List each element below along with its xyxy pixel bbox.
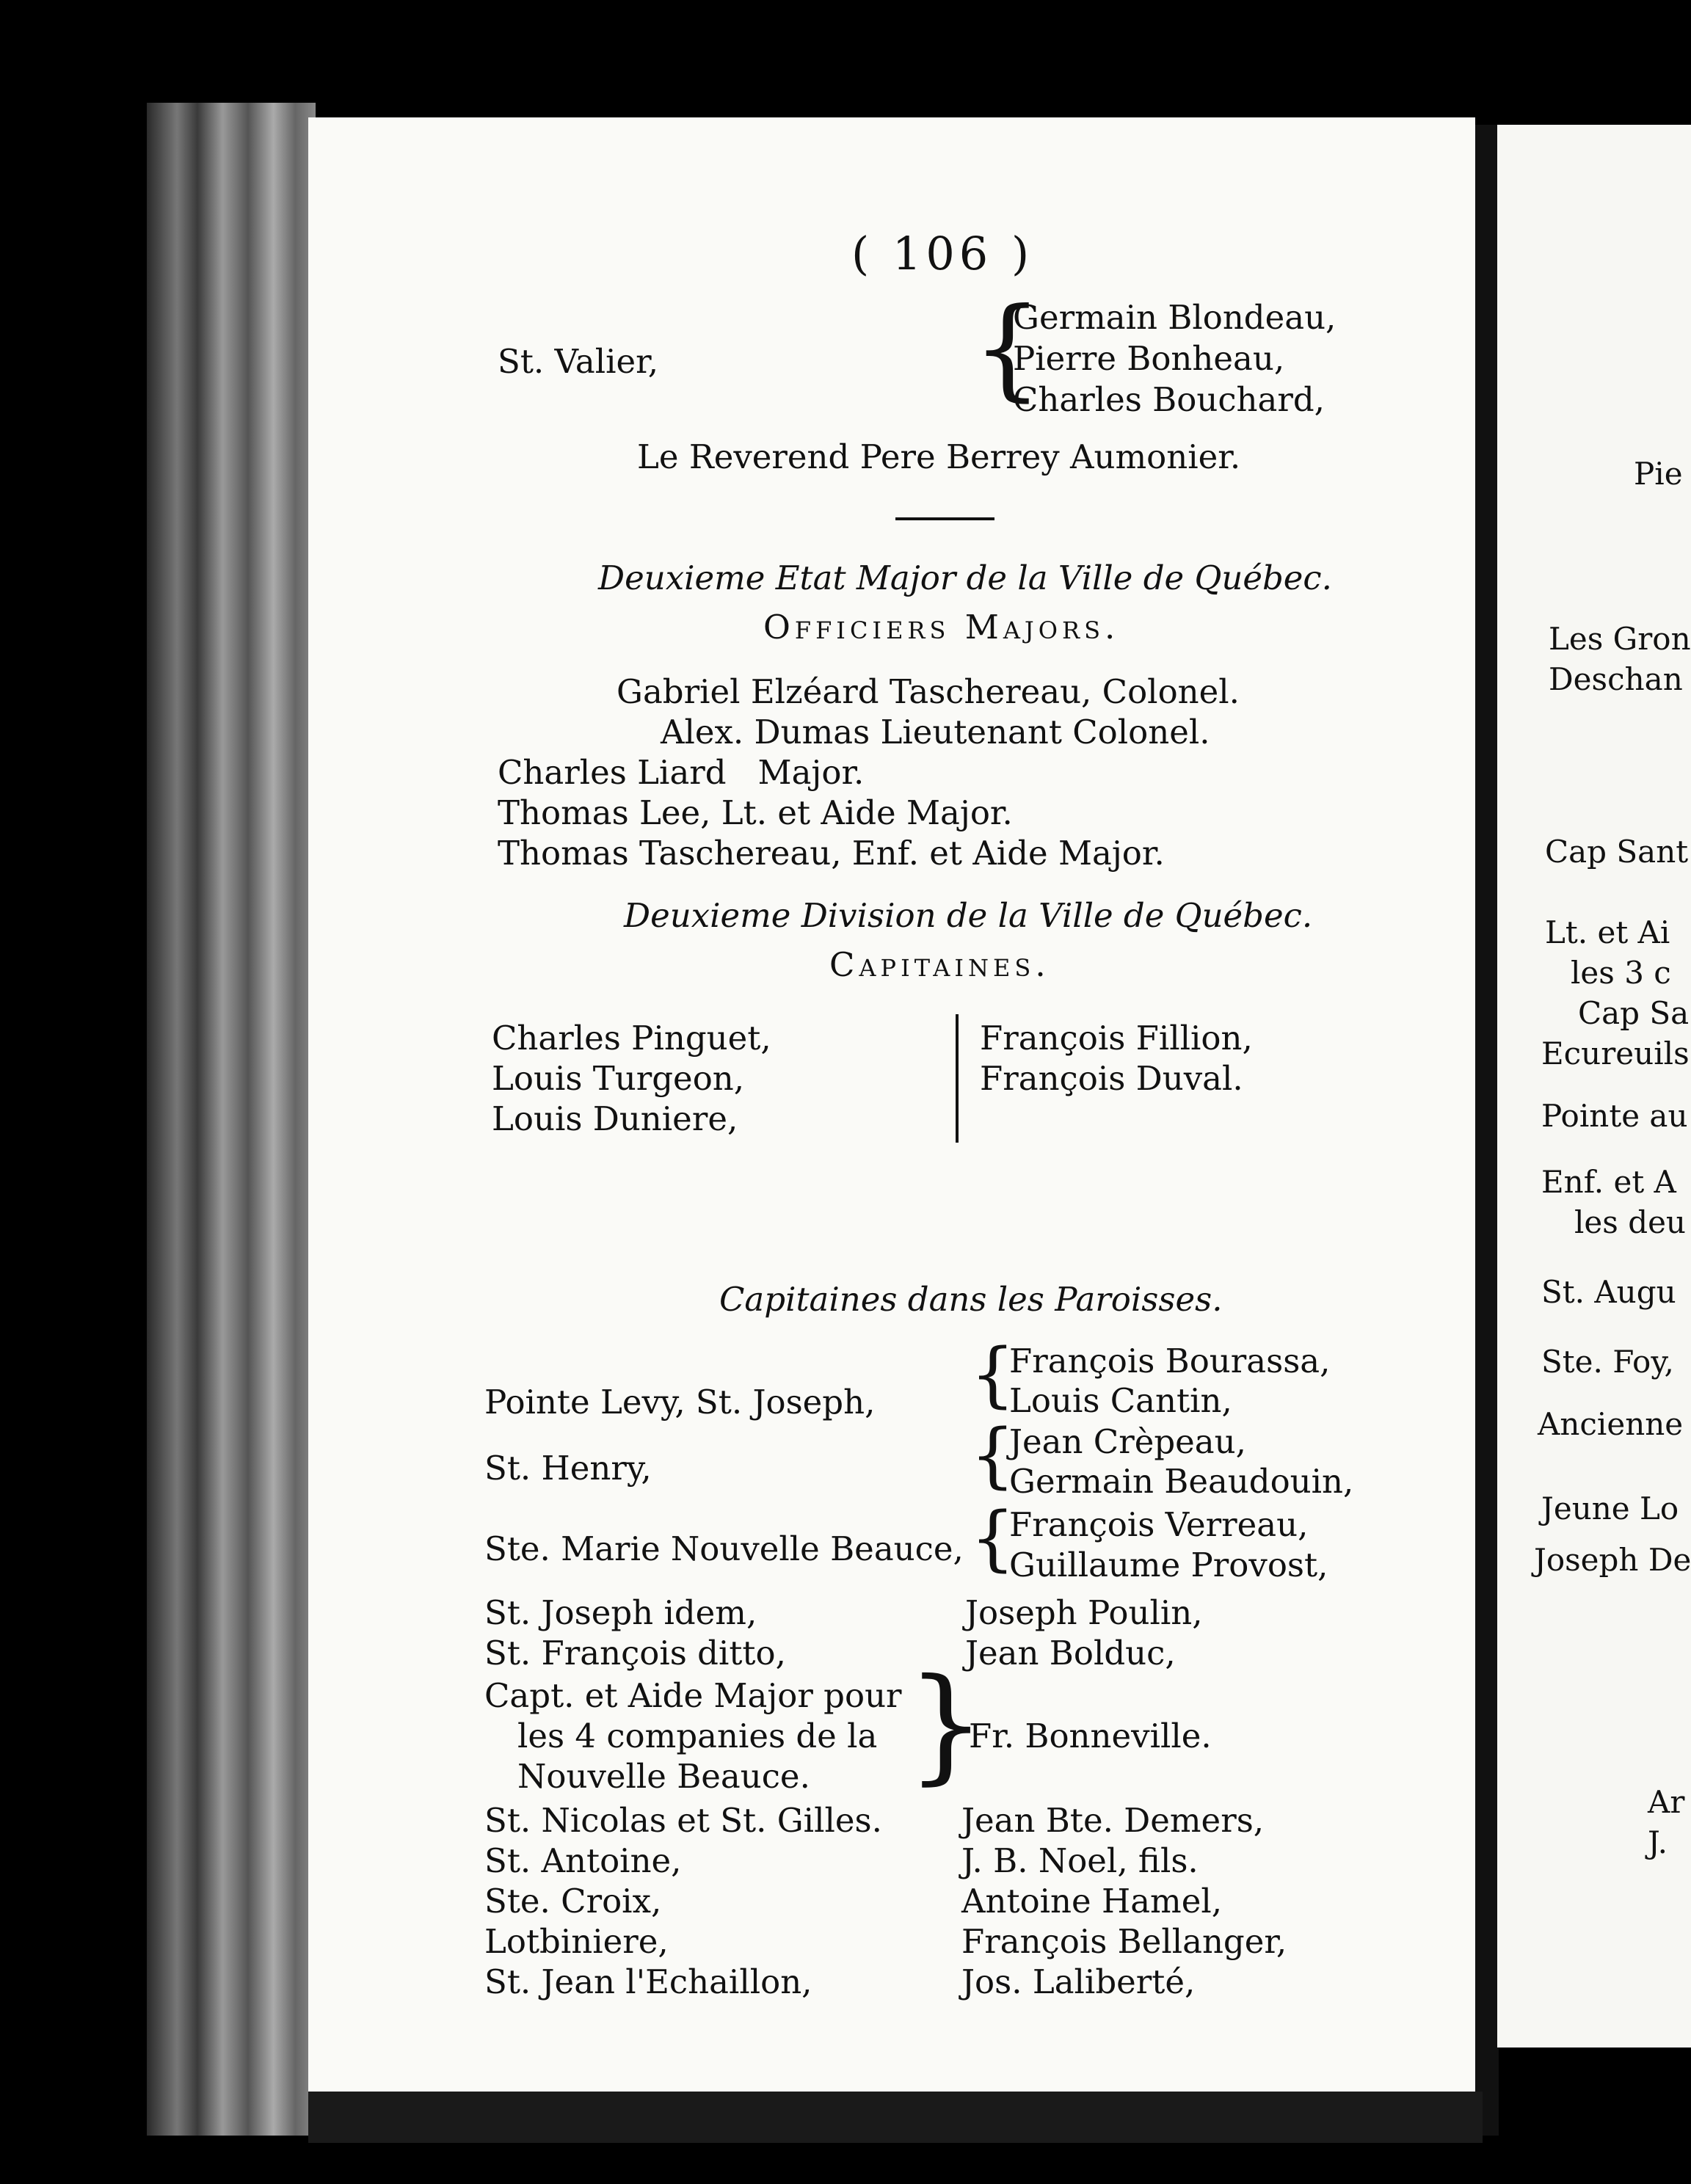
parish-ste-croix: Ste. Croix, bbox=[484, 1882, 662, 1921]
section2-title: Deuxieme Division de la Ville de Québec. bbox=[624, 896, 1313, 935]
captain-poulin: Joseph Poulin, bbox=[965, 1593, 1203, 1632]
section1-title: Deuxieme Etat Major de la Ville de Québec. bbox=[598, 558, 1332, 597]
left-page bbox=[308, 117, 1475, 2092]
name-st-valier-3: Charles Bouchard, bbox=[1013, 380, 1325, 419]
aide-major-line-1: Capt. et Aide Major pour bbox=[484, 1676, 902, 1715]
book-gutter bbox=[1474, 125, 1499, 2136]
right-fragment-16: Joseph De bbox=[1534, 1542, 1691, 1578]
captain-bourassa: François Bourassa, bbox=[1009, 1342, 1331, 1380]
brace-aide-major: } bbox=[906, 1652, 986, 1797]
column-separator bbox=[956, 1014, 959, 1143]
captain-crepeau: Jean Crèpeau, bbox=[1009, 1422, 1246, 1461]
right-fragment-4: Cap Sant bbox=[1545, 834, 1689, 870]
captain-left-3: Louis Duniere, bbox=[492, 1099, 738, 1138]
captain-left-1: Charles Pinguet, bbox=[492, 1019, 771, 1058]
section-divider bbox=[895, 517, 994, 520]
parish-pointe-levy: Pointe Levy, St. Joseph, bbox=[484, 1383, 876, 1422]
right-page-partial bbox=[1497, 125, 1691, 2048]
right-fragment-8: Ecureuils bbox=[1541, 1035, 1690, 1071]
section1-subtitle: Officiers Majors. bbox=[763, 608, 1120, 647]
officer-line-1: Gabriel Elzéard Taschereau, Colonel. bbox=[617, 672, 1240, 711]
captain-hamel: Antoine Hamel, bbox=[961, 1882, 1223, 1921]
captain-cantin: Louis Cantin, bbox=[1009, 1381, 1232, 1420]
right-fragment-3: Deschan bbox=[1549, 661, 1683, 697]
right-fragment-2: Les Gron bbox=[1549, 621, 1691, 657]
brace-st-henry: { bbox=[970, 1414, 1016, 1496]
right-fragment-1: Pie bbox=[1634, 456, 1683, 492]
right-fragment-6: les 3 c bbox=[1571, 955, 1671, 991]
right-fragment-13: Ste. Foy, bbox=[1541, 1344, 1674, 1380]
book-page-edges bbox=[147, 103, 316, 2136]
officer-line-2: Alex. Dumas Lieutenant Colonel. bbox=[661, 713, 1210, 751]
section3-title: Capitaines dans les Paroisses. bbox=[719, 1280, 1223, 1319]
parish-st-valier: St. Valier, bbox=[498, 342, 659, 381]
aide-major-line-3: Nouvelle Beauce. bbox=[517, 1757, 810, 1796]
brace-st-valier: { bbox=[972, 285, 1043, 412]
parish-st-francois-ditto: St. François ditto, bbox=[484, 1634, 786, 1672]
captain-noel: J. B. Noel, fils. bbox=[961, 1841, 1199, 1880]
right-fragment-14: Ancienne bbox=[1538, 1406, 1684, 1442]
captain-demers: Jean Bte. Demers, bbox=[961, 1801, 1265, 1840]
book-bottom-edge bbox=[308, 2092, 1483, 2143]
captain-beaudouin: Germain Beaudouin, bbox=[1009, 1462, 1354, 1501]
parish-lotbiniere: Lotbiniere, bbox=[484, 1922, 669, 1961]
parish-st-antoine: St. Antoine, bbox=[484, 1841, 682, 1880]
right-fragment-17: Ar bbox=[1648, 1784, 1685, 1820]
right-fragment-7: Cap Sa bbox=[1578, 995, 1690, 1031]
parish-st-nicolas: St. Nicolas et St. Gilles. bbox=[484, 1801, 882, 1840]
captain-bonneville: Fr. Bonneville. bbox=[969, 1717, 1212, 1755]
right-fragment-18: J. bbox=[1648, 1824, 1668, 1860]
captain-laliberte: Jos. Laliberté, bbox=[961, 1962, 1196, 2001]
officer-line-4: Thomas Lee, Lt. et Aide Major. bbox=[498, 793, 1013, 832]
aide-major-line-2: les 4 companies de la bbox=[517, 1717, 878, 1755]
parish-st-joseph-idem: St. Joseph idem, bbox=[484, 1593, 757, 1632]
right-fragment-5: Lt. et Ai bbox=[1545, 914, 1670, 950]
captain-right-2: François Duval. bbox=[980, 1059, 1243, 1098]
name-st-valier-2: Pierre Bonheau, bbox=[1013, 339, 1285, 378]
brace-ste-marie: { bbox=[970, 1497, 1016, 1579]
captain-bolduc: Jean Bolduc, bbox=[965, 1634, 1176, 1672]
chaplain-line: Le Reverend Pere Berrey Aumonier. bbox=[637, 437, 1241, 476]
captain-right-1: François Fillion, bbox=[980, 1019, 1253, 1058]
captain-bellanger: François Bellanger, bbox=[961, 1922, 1287, 1961]
right-fragment-10: Enf. et A bbox=[1541, 1164, 1676, 1200]
name-st-valier-1: Germain Blondeau, bbox=[1013, 298, 1337, 337]
brace-pointe-levy: { bbox=[970, 1333, 1016, 1416]
officer-line-3: Charles Liard Major. bbox=[498, 753, 865, 792]
right-fragment-11: les deu bbox=[1574, 1204, 1686, 1240]
captain-provost: Guillaume Provost, bbox=[1009, 1546, 1328, 1584]
page-number: ( 106 ) bbox=[851, 227, 1034, 280]
right-fragment-9: Pointe au bbox=[1541, 1098, 1688, 1134]
captain-verreau: François Verreau, bbox=[1009, 1505, 1309, 1544]
parish-st-henry: St. Henry, bbox=[484, 1449, 652, 1488]
captain-left-2: Louis Turgeon, bbox=[492, 1059, 745, 1098]
section2-subtitle: Capitaines. bbox=[829, 945, 1050, 984]
right-fragment-15: Jeune Lo bbox=[1541, 1490, 1679, 1526]
parish-ste-marie: Ste. Marie Nouvelle Beauce, bbox=[484, 1529, 964, 1568]
right-fragment-12: St. Augu bbox=[1541, 1274, 1676, 1310]
parish-st-jean: St. Jean l'Echaillon, bbox=[484, 1962, 812, 2001]
officer-line-5: Thomas Taschereau, Enf. et Aide Major. bbox=[498, 834, 1165, 873]
